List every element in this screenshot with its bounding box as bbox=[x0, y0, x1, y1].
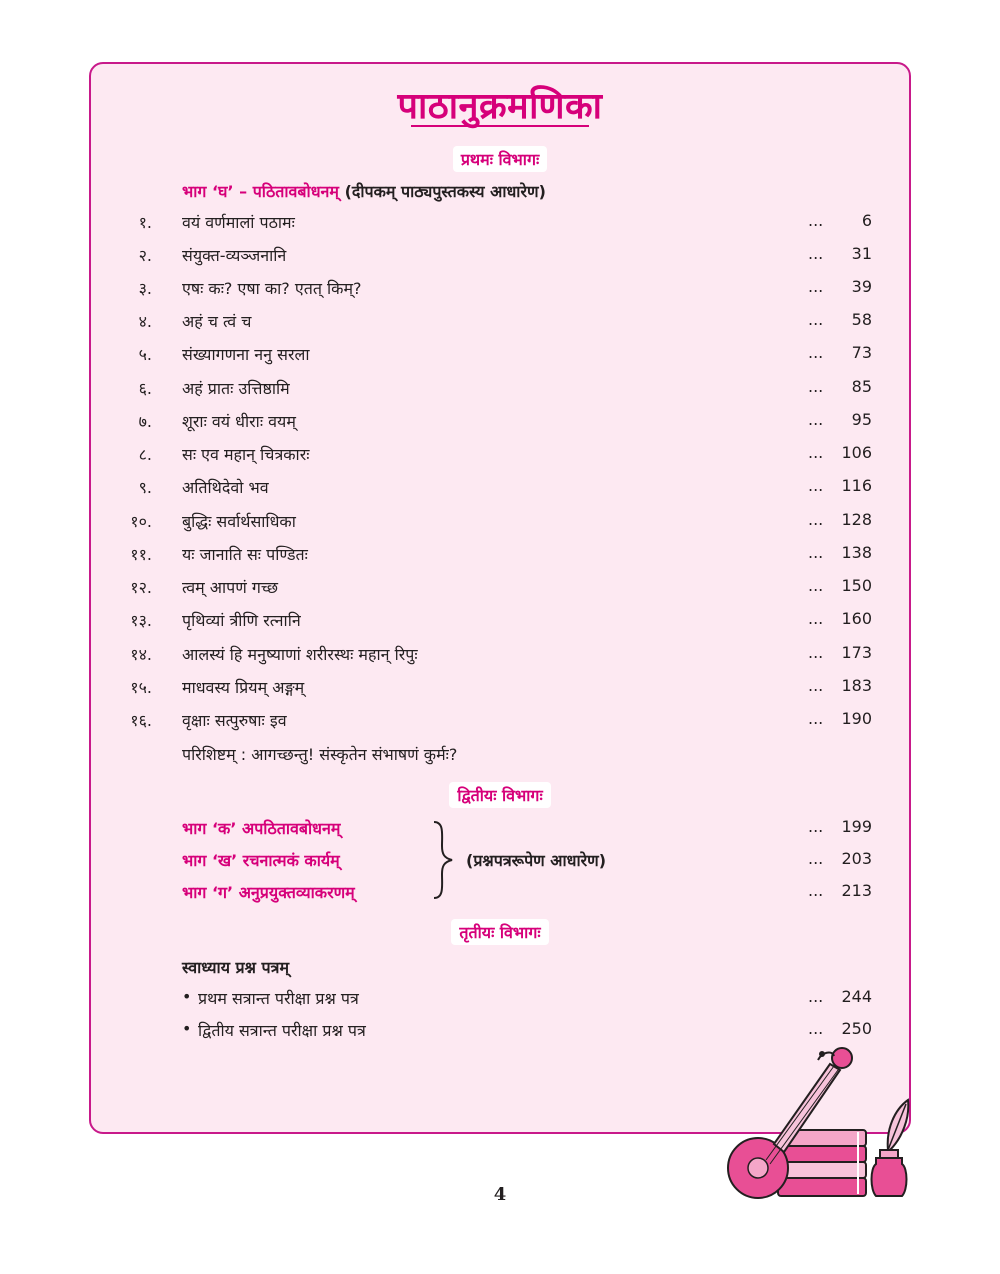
lesson-number: ३. bbox=[138, 279, 152, 298]
lesson-row[interactable] bbox=[0, 211, 1000, 235]
self-study-page: 244 bbox=[841, 987, 872, 1006]
leader-dots: ... bbox=[808, 609, 824, 628]
lesson-number: ४. bbox=[138, 312, 152, 331]
lesson-row[interactable] bbox=[0, 277, 1000, 301]
section-2-label-text: द्वितीयः विभागः bbox=[449, 782, 550, 808]
lesson-number: ५. bbox=[138, 345, 152, 364]
lesson-title: पृथिव्यां त्रीणि रत्नानि bbox=[182, 611, 301, 630]
lesson-number: १५. bbox=[130, 678, 152, 697]
lesson-number: १०. bbox=[130, 512, 152, 531]
section-3-label-text: तृतीयः विभागः bbox=[451, 919, 548, 945]
lesson-page: 128 bbox=[841, 510, 872, 529]
leader-dots: ... bbox=[808, 244, 824, 263]
lesson-page: 95 bbox=[851, 410, 872, 429]
leader-dots: ... bbox=[808, 1019, 824, 1038]
lesson-row[interactable] bbox=[0, 443, 1000, 467]
lesson-title: बुद्धिः सर्वार्थसाधिका bbox=[182, 512, 296, 531]
part-page: 199 bbox=[841, 817, 872, 836]
leader-dots: ... bbox=[808, 310, 824, 329]
lesson-page: 173 bbox=[841, 643, 872, 662]
lesson-title: यः जानाति सः पण्डितः bbox=[182, 545, 308, 564]
lesson-title: शूराः वयं धीराः वयम् bbox=[182, 412, 296, 431]
lesson-row[interactable] bbox=[0, 377, 1000, 401]
lesson-title: अतिथिदेवो भव bbox=[182, 478, 269, 497]
lesson-row[interactable] bbox=[0, 709, 1000, 733]
lesson-page: 106 bbox=[841, 443, 872, 462]
leader-dots: ... bbox=[808, 709, 824, 728]
lesson-page: 85 bbox=[851, 377, 872, 396]
lesson-row[interactable] bbox=[0, 410, 1000, 434]
lesson-number: १४. bbox=[130, 645, 152, 664]
page-number: 4 bbox=[493, 1184, 507, 1205]
lesson-page: 150 bbox=[841, 576, 872, 595]
section-2-label bbox=[0, 782, 1000, 808]
lesson-title: संयुक्त-व्यञ्जनानि bbox=[182, 246, 287, 265]
lesson-number: २. bbox=[138, 246, 152, 265]
part-gha-label: भाग ‘घ’ – पठितावबोधनम् bbox=[182, 182, 339, 201]
lesson-row[interactable] bbox=[0, 310, 1000, 334]
lesson-row[interactable] bbox=[0, 343, 1000, 367]
lesson-number: ८. bbox=[138, 445, 152, 464]
lesson-title: अहं प्रातः उत्तिष्ठामि bbox=[182, 379, 290, 398]
lesson-page: 116 bbox=[841, 476, 872, 495]
leader-dots: ... bbox=[808, 476, 824, 495]
leader-dots: ... bbox=[808, 343, 824, 362]
lesson-title: संख्यागणना ननु सरला bbox=[182, 345, 310, 364]
lesson-number: ११. bbox=[130, 545, 152, 564]
appendix-entry[interactable]: परिशिष्टम् : आगच्छन्तु! संस्कृतेन संभाषणं कुर्मः? bbox=[182, 745, 458, 764]
lesson-page: 6 bbox=[861, 211, 872, 230]
part-ga-page-row bbox=[0, 881, 1000, 905]
lesson-page: 39 bbox=[851, 277, 872, 296]
part-kha-entry[interactable]: भाग ‘ख’ रचनात्मकं कार्यम् bbox=[182, 851, 340, 870]
lesson-title: अहं च त्वं च bbox=[182, 312, 252, 331]
leader-dots: ... bbox=[808, 277, 824, 296]
part-2-note: (प्रश्नपत्ररूपेण आधारेण) bbox=[466, 851, 607, 870]
leader-dots: ... bbox=[808, 817, 824, 836]
self-study-label: प्रथम सत्रान्त परीक्षा प्रश्न पत्र bbox=[198, 989, 359, 1008]
lesson-title: सः एव महान् चित्रकारः bbox=[182, 445, 310, 464]
lesson-title: वयं वर्णमालां पठामः bbox=[182, 213, 295, 232]
part-page: 213 bbox=[841, 881, 872, 900]
title-underline bbox=[411, 125, 589, 127]
leader-dots: ... bbox=[808, 443, 824, 462]
leader-dots: ... bbox=[808, 211, 824, 230]
bullet: • bbox=[182, 1019, 192, 1038]
leader-dots: ... bbox=[808, 987, 824, 1006]
part-page: 203 bbox=[841, 849, 872, 868]
page-title: पाठानुक्रमणिका bbox=[397, 86, 603, 127]
lesson-page: 160 bbox=[841, 609, 872, 628]
lesson-row[interactable] bbox=[0, 609, 1000, 633]
lesson-number: ९. bbox=[138, 478, 152, 497]
lesson-number: १. bbox=[138, 213, 152, 232]
self-study-row[interactable] bbox=[0, 987, 1000, 1011]
leader-dots: ... bbox=[808, 543, 824, 562]
leader-dots: ... bbox=[808, 576, 824, 595]
lesson-number: १३. bbox=[130, 611, 152, 630]
lesson-title: एषः कः? एषा का? एतत् किम्? bbox=[182, 279, 362, 298]
part-ga-entry[interactable]: भाग ‘ग’ अनुप्रयुक्तव्याकरणम् bbox=[182, 883, 355, 902]
lesson-title: वृक्षाः सत्पुरुषाः इव bbox=[182, 711, 287, 730]
lesson-row[interactable] bbox=[0, 510, 1000, 534]
lesson-number: ६. bbox=[138, 379, 152, 398]
brace-icon bbox=[430, 820, 456, 900]
lesson-row[interactable] bbox=[0, 543, 1000, 567]
lesson-row[interactable] bbox=[0, 244, 1000, 268]
section-1-label-text: प्रथमः विभागः bbox=[453, 146, 547, 172]
lesson-number: ७. bbox=[138, 412, 152, 431]
lesson-page: 190 bbox=[841, 709, 872, 728]
lesson-number: १६. bbox=[130, 711, 152, 730]
lesson-row[interactable] bbox=[0, 676, 1000, 700]
leader-dots: ... bbox=[808, 676, 824, 695]
lesson-title: आलस्यं हि मनुष्याणां शरीरस्थः महान् रिपुः bbox=[182, 645, 418, 664]
lesson-page: 31 bbox=[851, 244, 872, 263]
leader-dots: ... bbox=[808, 510, 824, 529]
lesson-page: 58 bbox=[851, 310, 872, 329]
lesson-row[interactable] bbox=[0, 576, 1000, 600]
leader-dots: ... bbox=[808, 849, 824, 868]
section-1-label bbox=[0, 146, 1000, 172]
self-study-page: 250 bbox=[841, 1019, 872, 1038]
part-ka-page-row bbox=[0, 817, 1000, 841]
lesson-page: 73 bbox=[851, 343, 872, 362]
lesson-title: माधवस्य प्रियम् अङ्गम् bbox=[182, 678, 305, 697]
self-study-label: द्वितीय सत्रान्त परीक्षा प्रश्न पत्र bbox=[198, 1021, 366, 1040]
part-gha-note: (दीपकम् पाठ्यपुस्तकस्य आधारेण) bbox=[344, 182, 546, 201]
leader-dots: ... bbox=[808, 643, 824, 662]
lesson-row[interactable] bbox=[0, 476, 1000, 500]
lesson-row[interactable] bbox=[0, 643, 1000, 667]
self-study-heading: स्वाध्याय प्रश्न पत्रम् bbox=[182, 958, 290, 977]
lesson-number: १२. bbox=[130, 578, 152, 597]
part-ka-entry[interactable]: भाग ‘क’ अपठितावबोधनम् bbox=[182, 819, 341, 838]
leader-dots: ... bbox=[808, 881, 824, 900]
leader-dots: ... bbox=[808, 377, 824, 396]
bullet: • bbox=[182, 987, 192, 1006]
section-3-label bbox=[0, 919, 1000, 945]
lesson-page: 138 bbox=[841, 543, 872, 562]
lesson-title: त्वम् आपणं गच्छ bbox=[182, 578, 278, 597]
lesson-page: 183 bbox=[841, 676, 872, 695]
leader-dots: ... bbox=[808, 410, 824, 429]
part-gha-heading bbox=[182, 180, 546, 202]
